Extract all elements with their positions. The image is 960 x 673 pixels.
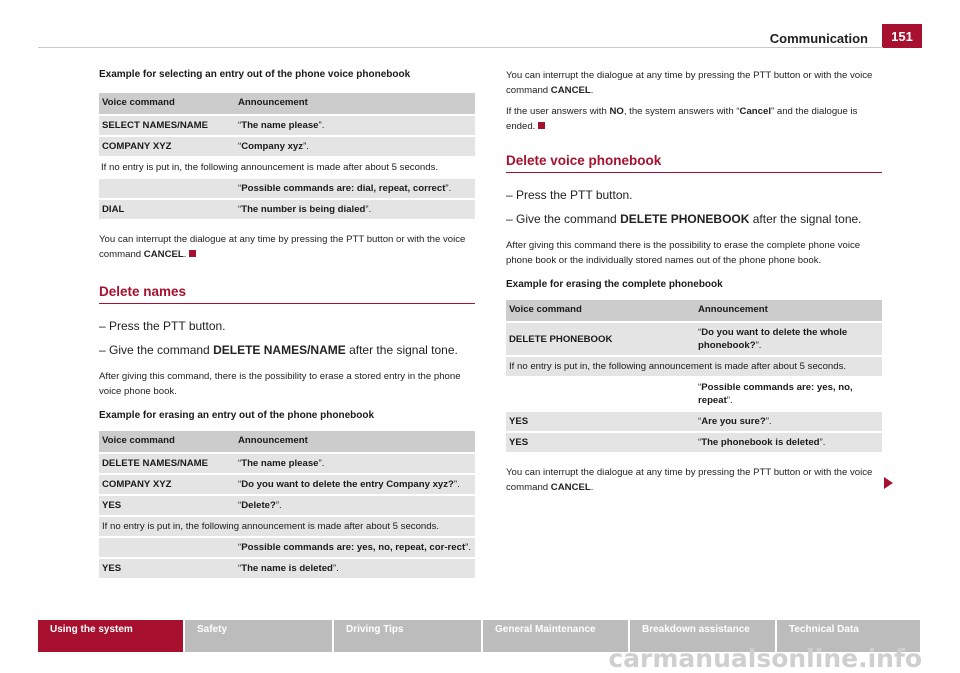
step-press-ptt: – Press the PTT button. [506,188,633,202]
table-row [506,378,882,410]
interrupt-paragraph: You can interrupt the dialogue at any time by pressing the PTT button or with the voice command CANCEL. [99,234,466,260]
announcement-cell: “The phonebook is deleted”. [695,433,882,452]
tab-general-maintenance[interactable]: General Maintenance [483,620,628,652]
command-cell: COMPANY XYZ [99,137,235,156]
col-header-command: Voice command [99,93,235,114]
right-column [506,68,882,495]
announcement-cell: “The name please”. [235,116,475,135]
interrupt-paragraph-bottom: You can interrupt the dialogue at any time by pressing the PTT button or with the voice command CANCEL. [506,467,873,493]
tab-using-the-system[interactable]: Using the system [38,620,183,652]
command-cell: COMPANY XYZ [99,475,235,494]
step-give-command: – Give the command DELETE NAMES/NAME after the signal tone. [99,343,458,357]
header-divider [38,47,883,48]
table-row [99,454,475,473]
table-row [506,323,882,355]
col-header-announcement: Announcement [235,93,475,114]
table-select-entry [99,91,475,221]
command-cell: SELECT NAMES/NAME [99,116,235,135]
note-cell: If no entry is put in, the following announcement is made after about 5 seconds. [101,162,439,173]
table-row [99,179,475,198]
command-cell: YES [99,496,235,515]
watermark: carmanualsonline.info [608,644,922,673]
command-cell: DELETE NAMES/NAME [99,454,235,473]
command-cell: YES [506,433,695,452]
table-note-row [99,158,475,177]
interrupt-paragraph: You can interrupt the dialogue at any time by pressing the PTT button or with the voice command CANCEL. [506,70,873,96]
delete-names-description: After giving this command, there is the possibility to erase a stored entry in the phone voice phone book. [99,371,461,397]
command-cell: DELETE PHONEBOOK [506,323,695,355]
table-row [99,200,475,219]
end-of-section-marker [538,122,545,129]
col-header-command: Voice command [506,300,695,321]
page-number-badge: 151 [882,24,922,48]
note-cell: If no entry is put in, the following announcement is made after about 5 seconds. [506,357,882,376]
announcement-cell: “Do you want to delete the whole phonebook?”. [695,323,882,355]
left-column [99,68,475,580]
step-press-ptt: – Press the PTT button. [99,319,226,333]
announcement-cell: “Possible commands are: dial, repeat, correct”. [235,179,475,198]
col-header-announcement: Announcement [695,300,882,321]
announcement-cell: “Possible commands are: yes, no, repeat”. [698,382,853,406]
command-cell [506,378,695,410]
announcement-cell: “Are you sure?”. [695,412,882,431]
table-row [99,137,475,156]
announcement-cell: “The number is being dialed”. [235,200,475,219]
section-heading-delete-voice-phonebook: Delete voice phonebook [506,152,882,173]
table-erase-phonebook [506,298,882,454]
table-row [99,475,475,494]
col-header-announcement: Announcement [235,431,475,452]
command-cell [99,179,235,198]
tab-technical-data[interactable]: Technical Data [777,620,920,652]
announcement-cell: “Do you want to delete the entry Company xyz?”. [235,475,475,494]
table1-caption: Example for selecting an entry out of the phone voice phonebook [99,69,411,80]
col-header-command: Voice command [99,431,235,452]
table-erase-entry [99,429,475,580]
command-cell [99,538,235,557]
end-of-section-marker [189,250,196,257]
delete-phonebook-description: After giving this command there is the possibility to erase the complete phone voice phone book or the individually stored names out of the phone phone book. [506,240,861,266]
table-row [99,116,475,135]
command-cell: DIAL [99,200,235,219]
page-header-title: Communication [769,31,868,46]
section-heading-delete-names: Delete names [99,283,475,304]
table-row [506,412,882,431]
announcement-cell: “Delete?”. [235,496,475,515]
table-row [99,538,475,557]
announcement-cell: “Possible commands are: yes, no, repeat, cor-rect”. [235,538,475,557]
note-cell: If no entry is put in, the following announcement is made after about 5 seconds. [99,517,475,536]
next-page-arrow-icon[interactable] [884,477,893,489]
announcement-cell: “Company xyz”. [235,137,475,156]
table-note-row [506,357,882,376]
tab-safety[interactable]: Safety [185,620,332,652]
table2-caption: Example for erasing an entry out of the phone phonebook [99,410,375,421]
announcement-cell: “The name is deleted”. [235,559,475,578]
table-row [99,496,475,515]
answer-no-paragraph: If the user answers with NO, the system answers with “Cancel” and the dialogue is ended. [506,106,858,132]
announcement-cell: “The name please”. [235,454,475,473]
table-row [99,559,475,578]
tab-driving-tips[interactable]: Driving Tips [334,620,481,652]
step-give-command: – Give the command DELETE PHONEBOOK after the signal tone. [506,212,862,226]
tab-breakdown-assistance[interactable]: Breakdown assistance [630,620,775,652]
command-cell: YES [99,559,235,578]
table-row [506,433,882,452]
table3-caption: Example for erasing the complete phonebook [506,279,723,290]
command-cell: YES [506,412,695,431]
table-note-row [99,517,475,536]
